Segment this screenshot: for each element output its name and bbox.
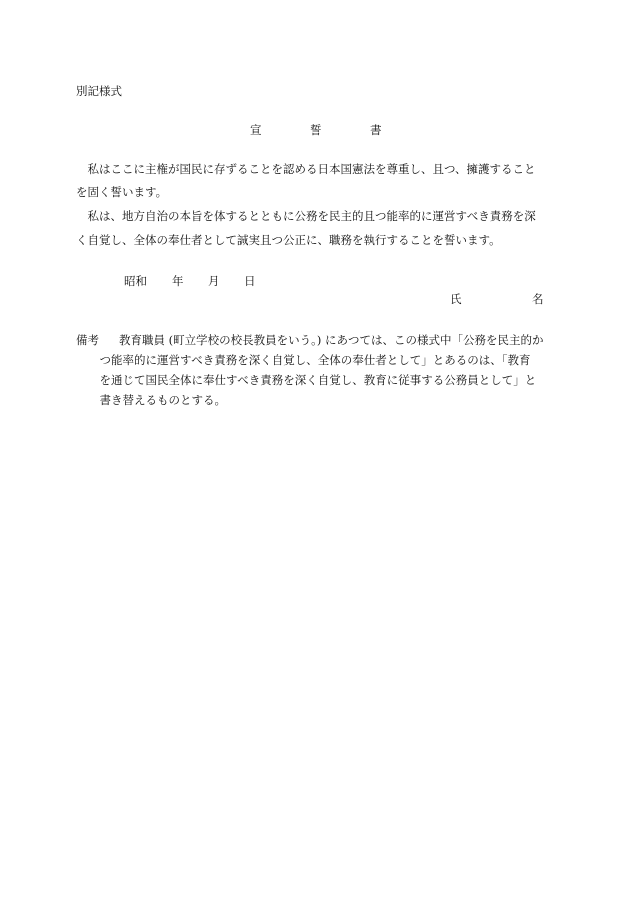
title-char-3: 書 [370,123,382,137]
date-month: 月 [208,274,220,288]
oath-paragraph-1-line-2: を固く誓います。 [76,185,168,199]
name-char-2: 名 [532,292,544,306]
remark-line-3: を通じて国民全体に奉仕すべき責務を深く自覚し、教育に従事する公務員として」と [88,373,537,387]
date-day: 日 [244,274,256,288]
title-char-2: 誓 [310,123,322,137]
oath-paragraph-1-line-1: 私はここに主権が国民に存ずることを認める日本国憲法を尊重し、且つ、擁護すること [76,162,536,176]
title-char-1: 宣 [250,123,262,137]
oath-paragraph-2-line-2: く自覚し、全体の奉仕者として誠実且つ公正に、職務を執行することを誓います。 [76,233,501,247]
date-era: 昭和 [124,274,147,288]
name-char-1: 氏 [450,292,462,306]
oath-paragraph-2-line-1: 私は、地方自治の本旨を体するとともに公務を民主的且つ能率的に運営すべき責務を深 [76,209,536,223]
remark-line-1: 教育職員 (町立学校の校長教員をいう。) にあつては、この様式中「公務を民主的か [119,333,544,347]
form-label: 別記様式 [76,84,122,98]
remark-line-2: つ能率的に運営すべき責務を深く自覚し、全体の奉仕者として」とあるのは、「教育 [88,353,531,367]
date-year: 年 [172,274,184,288]
remark-heading: 備考 [76,333,99,347]
remark-line-4: 書き替えるものとする。 [88,393,226,407]
